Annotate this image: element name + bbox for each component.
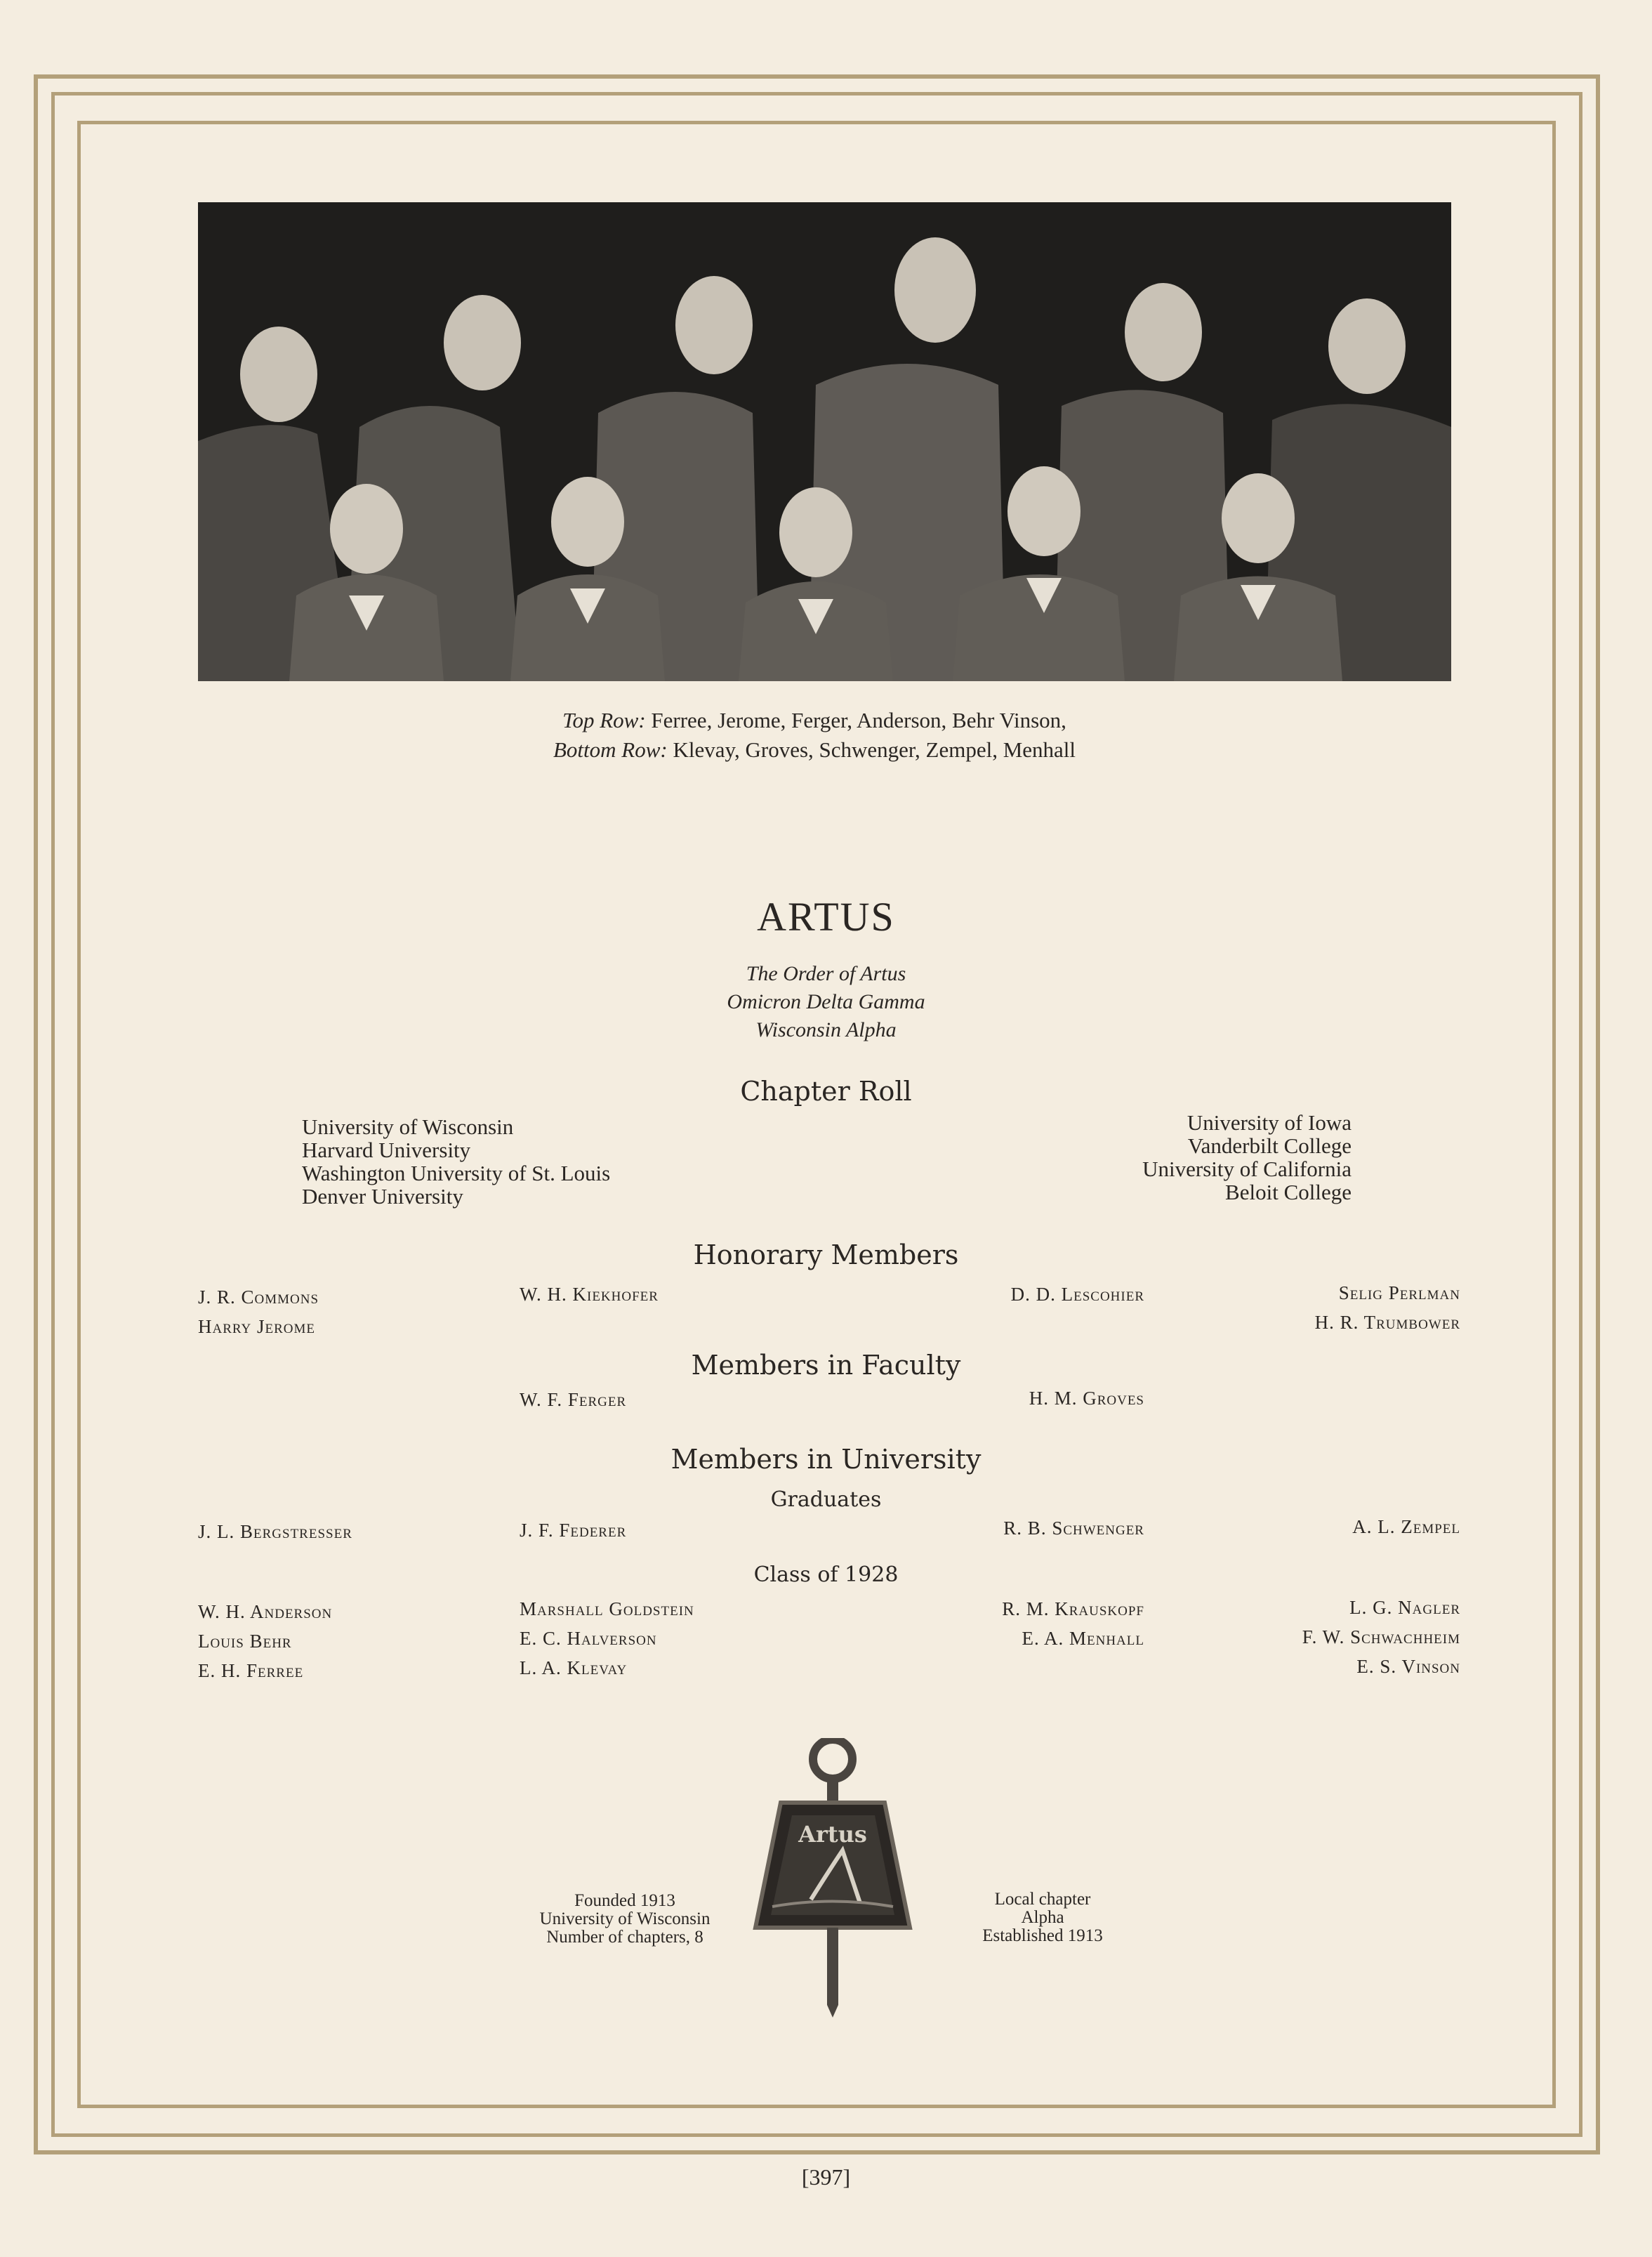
member-name: W. H. Kiekhofer xyxy=(520,1284,659,1305)
graduates-col2 xyxy=(520,1515,626,1545)
member-name: H. M. Groves xyxy=(1029,1388,1144,1409)
honorary-col1 xyxy=(198,1282,319,1341)
member-name: J. F. Federer xyxy=(520,1520,627,1541)
member-name: L. G. Nagler xyxy=(1349,1597,1460,1618)
graduates-col1 xyxy=(198,1517,352,1546)
list-item: University of Iowa xyxy=(1187,1110,1352,1135)
graduates-heading: Graduates xyxy=(770,1487,882,1512)
list-item: University of California xyxy=(1142,1157,1352,1181)
class-heading: Class of 1928 xyxy=(753,1562,899,1587)
member-name: J. L. Bergstresser xyxy=(198,1521,352,1542)
member-name: Harry Jerome xyxy=(198,1316,315,1337)
member-name: H. R. Trumbower xyxy=(1314,1312,1460,1333)
member-name: Selig Perlman xyxy=(1338,1282,1460,1303)
class-col4 xyxy=(1179,1593,1460,1681)
group-photo-image xyxy=(198,202,1451,681)
member-name: Marshall Goldstein xyxy=(520,1598,694,1619)
caption-bottom-row: Bottom Row: Klevay, Groves, Schwenger, Zempel, Menhall xyxy=(553,737,1076,762)
member-name: L. A. Klevay xyxy=(520,1657,628,1678)
subtitle-chapter: Wisconsin Alpha xyxy=(755,1018,897,1041)
founded-note: Founded 1913 University of Wisconsin Number of chapters, 8 xyxy=(539,1891,711,1947)
member-name: E. S. Vinson xyxy=(1356,1656,1460,1677)
member-name: Louis Behr xyxy=(198,1631,292,1652)
chapter-roll-right xyxy=(1018,1111,1352,1204)
faculty-heading: Members in Faculty xyxy=(691,1350,961,1381)
faculty-col3 xyxy=(934,1383,1144,1413)
fraternity-key-emblem xyxy=(744,1738,913,2019)
honorary-heading: Honorary Members xyxy=(693,1239,959,1270)
honorary-col4 xyxy=(1179,1278,1460,1337)
honorary-col2 xyxy=(520,1279,659,1309)
list-item: Harvard University xyxy=(302,1138,471,1162)
member-name: W. H. Anderson xyxy=(198,1601,333,1622)
member-name: E. C. Halverson xyxy=(520,1628,657,1649)
class-col1 xyxy=(198,1597,332,1685)
list-item: Beloit College xyxy=(1225,1180,1352,1204)
list-item: Washington University of St. Louis xyxy=(302,1161,611,1185)
member-name: J. R. Commons xyxy=(198,1287,319,1308)
subtitle-order: The Order of Artus xyxy=(746,962,906,985)
class-col2 xyxy=(520,1594,694,1683)
member-name: E. H. Ferree xyxy=(198,1660,304,1681)
honorary-col3 xyxy=(934,1279,1144,1309)
member-name: F. W. Schwachheim xyxy=(1302,1626,1460,1647)
page-title: ARTUS xyxy=(757,894,895,940)
member-name: W. F. Ferger xyxy=(520,1389,627,1410)
member-name: D. D. Lescohier xyxy=(1010,1284,1144,1305)
member-name: E. A. Menhall xyxy=(1022,1628,1144,1649)
subtitle-greek: Omicron Delta Gamma xyxy=(727,990,925,1013)
class-col3 xyxy=(934,1594,1144,1653)
faculty-col2 xyxy=(520,1385,626,1414)
member-name: R. M. Krauskopf xyxy=(1002,1598,1144,1619)
key-emblem-text: Artus xyxy=(798,1821,867,1848)
list-item: Vanderbilt College xyxy=(1187,1133,1352,1158)
page-number: [397] xyxy=(801,2164,851,2190)
list-item: Denver University xyxy=(302,1184,463,1209)
list-item: University of Wisconsin xyxy=(302,1114,514,1139)
chapter-roll-heading: Chapter Roll xyxy=(740,1076,912,1107)
member-name: R. B. Schwenger xyxy=(1003,1518,1144,1539)
member-name: A. L. Zempel xyxy=(1352,1516,1460,1537)
graduates-col4 xyxy=(1179,1512,1460,1541)
local-chapter-note: Local chapter Alpha Established 1913 xyxy=(982,1890,1103,1945)
graduates-col3 xyxy=(934,1513,1144,1543)
chapter-roll-left xyxy=(302,1115,610,1208)
group-photo xyxy=(198,202,1451,681)
university-heading: Members in University xyxy=(670,1444,982,1475)
caption-top-row: Top Row: Ferree, Jerome, Ferger, Anderson, Behr Vinson, xyxy=(562,708,1066,732)
